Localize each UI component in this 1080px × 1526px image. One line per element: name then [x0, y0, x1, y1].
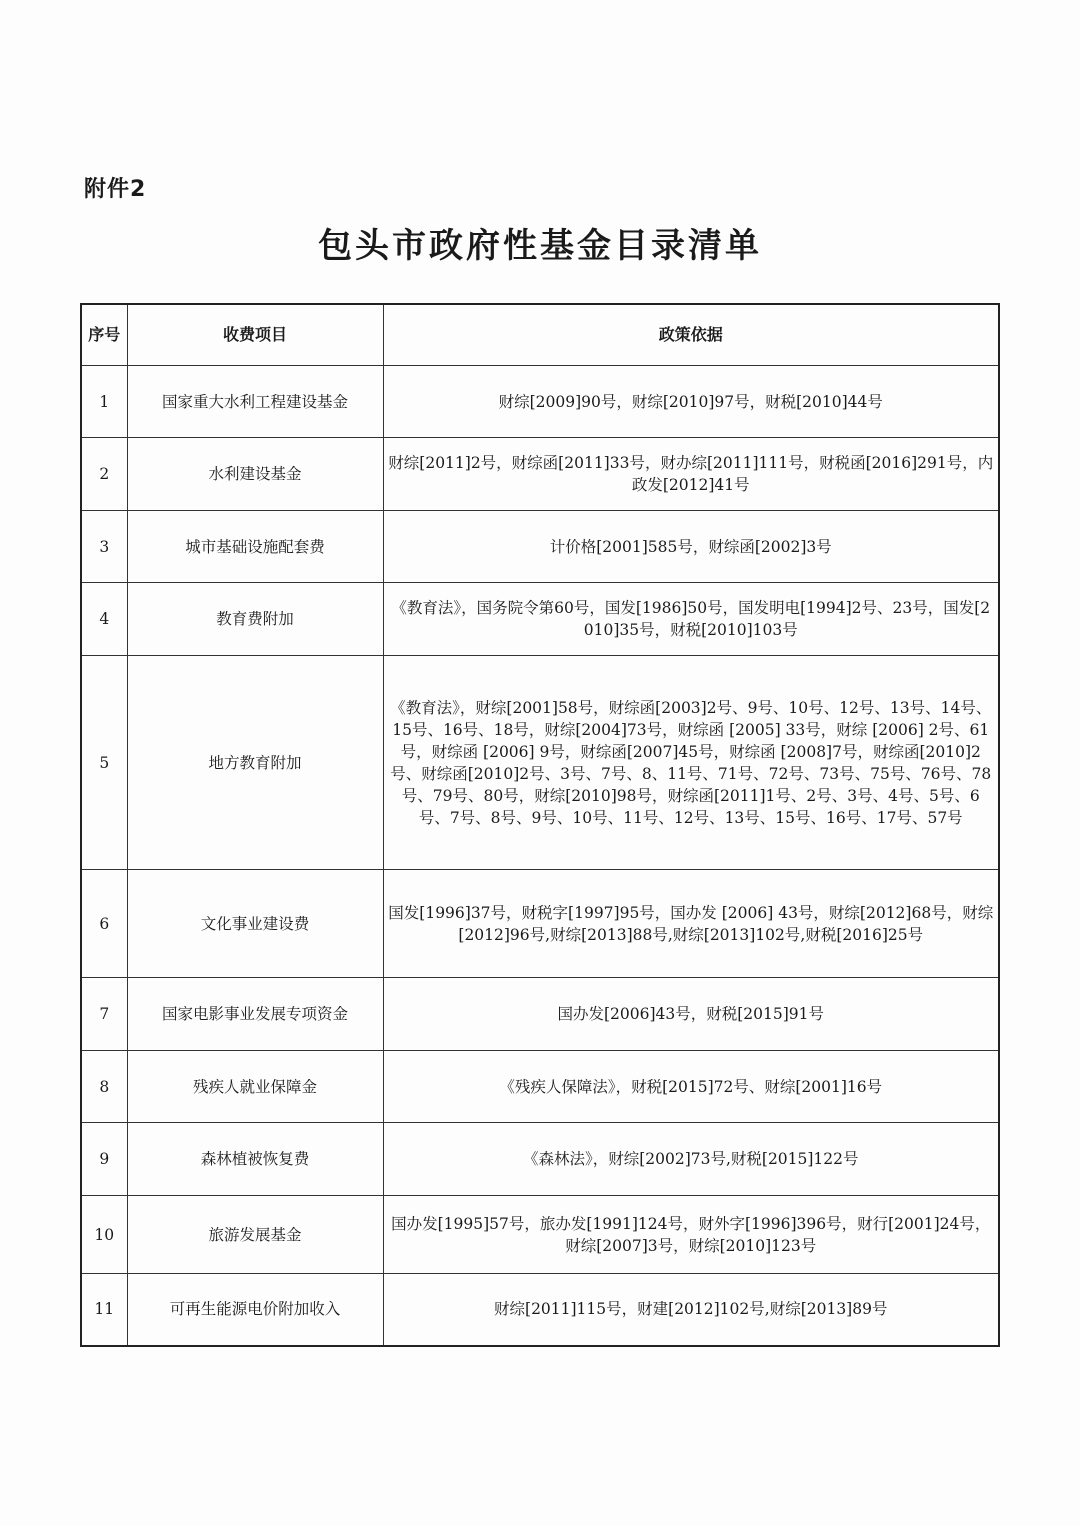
table-row	[81, 1274, 999, 1346]
cell-seq: 10	[81, 1196, 127, 1274]
table-row	[81, 583, 999, 656]
cell-item: 残疾人就业保障金	[127, 1051, 383, 1123]
table-row	[81, 870, 999, 978]
document-title: 包头市政府性基金目录清单	[318, 226, 762, 266]
table-row	[81, 1051, 999, 1123]
table-row	[81, 438, 999, 511]
cell-seq: 5	[81, 656, 127, 870]
cell-seq: 7	[81, 978, 127, 1051]
table-row	[81, 511, 999, 583]
table-row	[81, 1123, 999, 1196]
cell-item: 森林植被恢复费	[127, 1123, 383, 1196]
table-row	[81, 1196, 999, 1274]
table-row	[81, 366, 999, 438]
cell-basis: 《残疾人保障法》，财税[2015]72号、财综[2001]16号	[383, 1051, 999, 1123]
cell-item: 地方教育附加	[127, 656, 383, 870]
table-row	[81, 978, 999, 1051]
cell-seq: 11	[81, 1274, 127, 1346]
cell-seq: 6	[81, 870, 127, 978]
header-seq: 序号	[81, 304, 127, 366]
cell-item: 城市基础设施配套费	[127, 511, 383, 583]
cell-item: 水利建设基金	[127, 438, 383, 511]
fund-catalog-table	[80, 303, 1000, 1347]
cell-seq: 8	[81, 1051, 127, 1123]
cell-seq: 9	[81, 1123, 127, 1196]
cell-seq: 3	[81, 511, 127, 583]
cell-seq: 4	[81, 583, 127, 656]
cell-item: 文化事业建设费	[127, 870, 383, 978]
cell-basis: 《教育法》，财综[2001]58号，财综函[2003]2号、9号、10号、12号、13号、14号、15号、16号、18号，财综[2004]73号，财综函 [2005] 33号，财综 [2006] 2号、61号，财综函 [2006] 9号，财综函[2007]45号，财综函 [2008]7号，财综函[2010]2号、财综函[2010]2号、3号、7号、8、11号、71号、72号、73号、75号、76号、78号、79号、80号，财综[2010]98号，财综函[2011]1号、2号、3号、4号、5号、6号、7号、8号、9号、10号、11号、12号、13号、15号、16号、17号、57号	[383, 656, 999, 870]
cell-basis: 财综[2011]2号，财综函[2011]33号，财办综[2011]111号，财税函[2016]291号，内政发[2012]41号	[383, 438, 999, 511]
cell-item: 国家重大水利工程建设基金	[127, 366, 383, 438]
cell-basis: 国发[1996]37号，财税字[1997]95号，国办发 [2006] 43号，财综[2012]68号，财综[2012]96号,财综[2013]88号,财综[2013]102号,财税[2016]25号	[383, 870, 999, 978]
header-basis: 政策依据	[383, 304, 999, 366]
cell-item: 教育费附加	[127, 583, 383, 656]
cell-seq: 1	[81, 366, 127, 438]
cell-item: 可再生能源电价附加收入	[127, 1274, 383, 1346]
cell-basis: 国办发[2006]43号，财税[2015]91号	[383, 978, 999, 1051]
attachment-label: 附件2	[84, 177, 147, 202]
table-row	[81, 656, 999, 870]
header-item: 收费项目	[127, 304, 383, 366]
cell-basis: 《森林法》，财综[2002]73号,财税[2015]122号	[383, 1123, 999, 1196]
cell-basis: 财综[2009]90号，财综[2010]97号，财税[2010]44号	[383, 366, 999, 438]
cell-item: 国家电影事业发展专项资金	[127, 978, 383, 1051]
cell-basis: 财综[2011]115号，财建[2012]102号,财综[2013]89号	[383, 1274, 999, 1346]
cell-basis: 《教育法》，国务院令第60号，国发[1986]50号，国发明电[1994]2号、23号，国发[2010]35号，财税[2010]103号	[383, 583, 999, 656]
table-header-row	[81, 304, 999, 366]
cell-basis: 国办发[1995]57号，旅办发[1991]124号，财外字[1996]396号，财行[2001]24号，财综[2007]3号，财综[2010]123号	[383, 1196, 999, 1274]
cell-basis: 计价格[2001]585号，财综函[2002]3号	[383, 511, 999, 583]
cell-seq: 2	[81, 438, 127, 511]
cell-item: 旅游发展基金	[127, 1196, 383, 1274]
